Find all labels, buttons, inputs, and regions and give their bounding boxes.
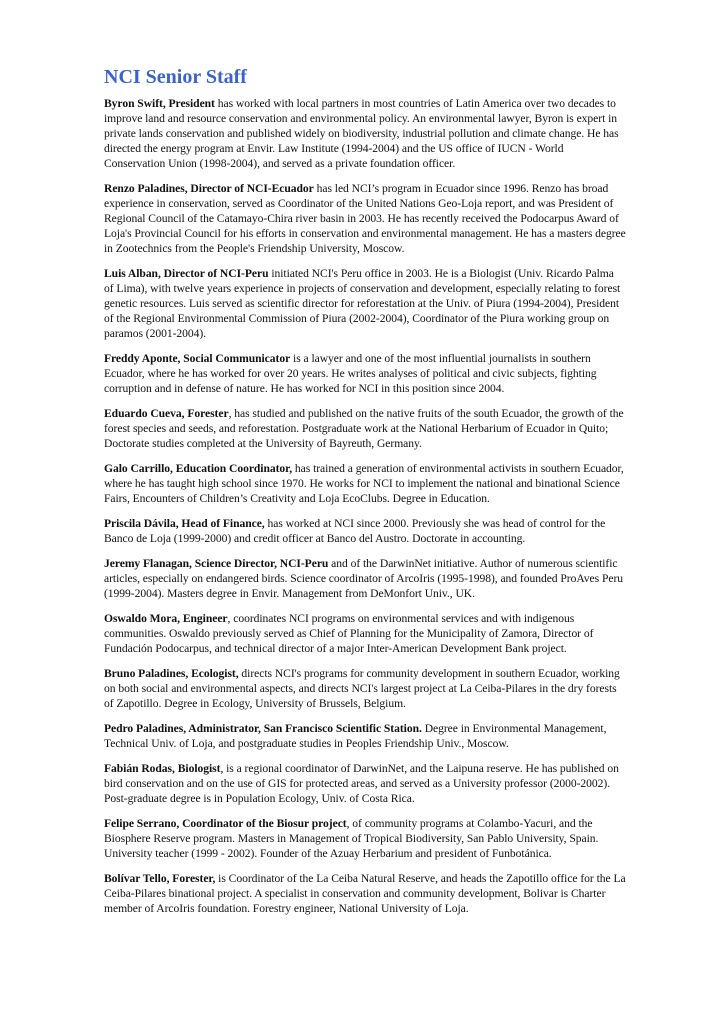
staff-entry-renzo-paladines	[104, 181, 626, 256]
staff-bio: has led NCI’s program in Ecuador since 1996. Renzo has broad experience in conservation, served as Coordinator of the United Nations Geo-Loja report, and was President of Regional Council of the Catamayo-Chira river basin in 2003. He has recently received the Podocarpus Award of Loja's Provincial Council for his efforts in conservation and environmental management. He has a masters degree in Zootechnics from the People's Friendship University, Moscow.	[104, 182, 626, 255]
staff-entry-pedro-paladines	[104, 721, 626, 751]
staff-bio: has worked at NCI since 2000. Previously she was head of control for the Banco de Loja (1999-2000) and credit officer at Banco del Austro. Doctorate in accounting.	[104, 517, 606, 545]
staff-bio: initiated NCI's Peru office in 2003. He is a Biologist (Univ. Ricardo Palma of Lima), with twelve years experience in projects of conservation and development, especially relating to forest genetic resources. Luis served as scientific director for reforestation at the Univ. of Piura (1994-2004), President of the Regional Environmental Commission of Piura (2002-2004), Coordinator of the Piura working group on paramos (2001-2004).	[104, 267, 621, 340]
staff-entry-alban	[104, 266, 626, 341]
staff-bio: , is a regional coordinator of DarwinNet, and the Laipuna reserve. He has published on bird conservation and on the use of GIS for protected areas, and served as a University professor (2000-2002). Post-graduate degree is in Population Ecology, Univ. of Costa Rica.	[104, 762, 619, 805]
staff-name: Felipe Serrano, Coordinator of the Biosur project	[104, 817, 347, 830]
staff-bio: , has studied and published on the native fruits of the south Ecuador, the growth of the forest species and seeds, and reforestation. Postgraduate work at the National Herbarium of Ecuador in Quito; Doctorate studies completed at the University of Bayreuth, Germany.	[104, 407, 624, 450]
staff-bio: directs NCI's programs for community development in southern Ecuador, working on both social and environmental aspects, and directs NCI's largest project at La Ceiba-Pilares in the dry forests of Zapotillo. Degree in Ecology, University of Brussels, Belgium.	[104, 667, 620, 710]
staff-entry-flanagan	[104, 556, 626, 601]
staff-entry-rodas	[104, 761, 626, 806]
staff-bio: , coordinates NCI programs on environmental services and with indigenous communities. Oswaldo previously served as Chief of Planning for the Municipality of Zamora, Director of Fundación Podocarpus, and technical director of a major Inter-American Development Bank project.	[104, 612, 594, 655]
staff-entry-swift	[104, 96, 626, 171]
staff-name: Byron Swift, President	[104, 97, 215, 110]
staff-name: Fabián Rodas, Biologist	[104, 762, 221, 775]
staff-name: Bruno Paladines, Ecologist,	[104, 667, 239, 680]
staff-bio: , of community programs at Colambo-Yacuri, and the Biosphere Reserve program. Masters in Management of Tropical Biodiversity, San Pablo University, Spain. University teacher (1999 - 2002). Founder of the Azuay Herbarium and president of Funbotánica.	[104, 817, 599, 860]
staff-entry-aponte	[104, 351, 626, 396]
staff-entry-tello	[104, 871, 626, 916]
staff-bio: is a lawyer and one of the most influential journalists in southern Ecuador, where he has worked for over 20 years. He writes analyses of political and civic subjects, fighting corruption and in defense of nature. He has worked for NCI in this position since 2004.	[104, 352, 597, 395]
staff-entry-serrano	[104, 816, 626, 861]
page-title: NCI Senior Staff	[104, 66, 247, 88]
staff-name: Oswaldo Mora, Engineer	[104, 612, 228, 625]
staff-name: Priscila Dávila, Head of Finance,	[104, 517, 265, 530]
staff-name: Bolívar Tello, Forester,	[104, 872, 216, 885]
staff-bio: Degree in Environmental Management, Technical Univ. of Loja, and postgraduate studies in Peoples Friendship Univ., Moscow.	[104, 722, 607, 750]
staff-name: Galo Carrillo, Education Coordinator,	[104, 462, 293, 475]
staff-name: Renzo Paladines, Director of NCI-Ecuador	[104, 182, 314, 195]
staff-name: Eduardo Cueva, Forester	[104, 407, 229, 420]
staff-entry-davila	[104, 516, 626, 546]
staff-name: Pedro Paladines, Administrator, San Francisco Scientific Station.	[104, 722, 422, 735]
staff-name: Jeremy Flanagan, Science Director, NCI-Peru	[104, 557, 329, 570]
staff-bio: and of the DarwinNet initiative. Author of numerous scientific articles, especially on endangered birds. Science coordinator of ArcoIris (1995-1998), and founded ProAves Peru (1999-2004). Masters degree in Envir. Management from DeMonfort Univ., UK.	[104, 557, 624, 600]
staff-bio: is Coordinator of the La Ceiba Natural Reserve, and heads the Zapotillo office for the La Ceiba-Pilares binational project. A specialist in conservation and community development, Bolivar is Charter member of ArcoIris foundation. Forestry engineer, National University of Loja.	[104, 872, 626, 915]
staff-entry-carrillo	[104, 461, 626, 506]
document-page	[104, 64, 626, 926]
staff-name: Freddy Aponte, Social Communicator	[104, 352, 291, 365]
staff-bio: has trained a generation of environmental activists in southern Ecuador, where he has taught high school since 1970. He works for NCI to implement the national and binational Science Fairs, Encounters of Children’s Creativity and Loja EcoClubs. Degree in Education.	[104, 462, 624, 505]
staff-entry-cueva	[104, 406, 626, 451]
staff-entry-mora	[104, 611, 626, 656]
staff-name: Luis Alban, Director of NCI-Peru	[104, 267, 269, 280]
staff-entry-bruno-paladines	[104, 666, 626, 711]
staff-bio: has worked with local partners in most countries of Latin America over two decades to improve land and resource conservation and environmental policy. An environmental lawyer, Byron is expert in private lands conservation and published widely on biodiversity, industrial pollution and climate change. He has directed the energy program at Envir. Law Institute (1994-2004) and the US office of IUCN - World Conservation Union (1998-2004), and served as a private foundation officer.	[104, 97, 619, 170]
